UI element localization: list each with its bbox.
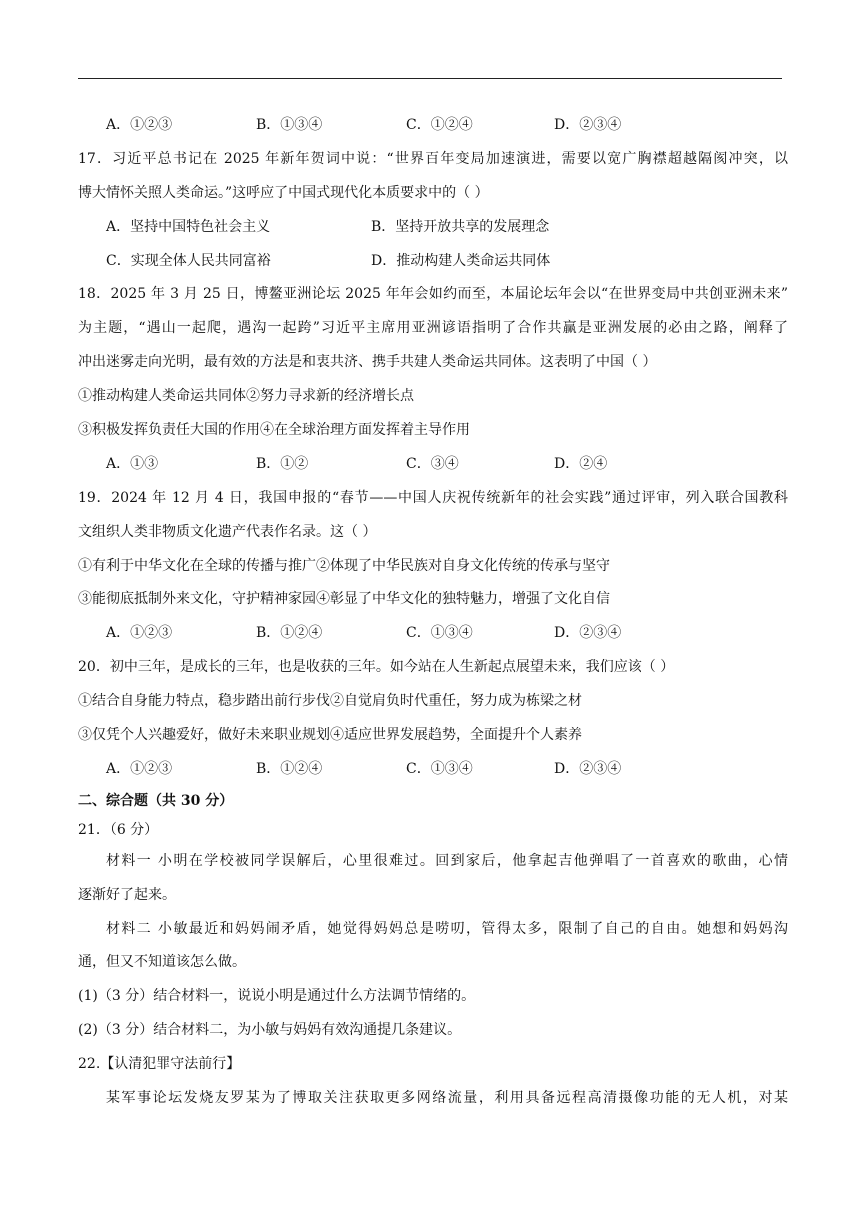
q19-statements-2: ③能彻底抵制外来文化，守护精神家园④彰显了中华文化的独特魅力，增强了文化自信 [78,591,610,608]
q18-option-d: D．②④ [554,455,608,472]
q21-material2-line2: 通，但又不知道该怎么做。 [78,954,246,971]
q19-options [78,617,788,651]
q19-option-b: B．①②④ [256,625,323,642]
q17-options-row2 [78,245,788,279]
q19-stem-line1: 19．2024 年 12 月 4 日，我国申报的“春节——中国人庆祝传统新年的社会实践”通过评审，列入联合国教科 [78,489,788,506]
q20-option-a: A．①②③ [106,760,173,777]
q17-stem-line2: 博大情怀关照人类命运。”这呼应了中国式现代化本质要求中的（ ） [78,184,489,201]
q20-option-d: D．②③④ [554,760,622,777]
q19-option-c: C．①③④ [406,625,473,642]
section-heading: 二、综合题（共 30 分） [78,792,234,809]
q21-subquestion-1: (1)（3 分）结合材料一，说说小明是通过什么方法调节情绪的。 [78,988,476,1005]
q18-option-b: B．①② [256,455,309,472]
q17-options-row1 [78,211,788,245]
q17-option-c: C．实现全体人民共同富裕 [106,252,271,269]
q19-statements-1: ①有利于中华文化在全球的传播与推广②体现了中华民族对自身文化传统的传承与坚守 [78,557,610,574]
page-content [78,109,788,1116]
q19-stem-line2: 文组织人类非物质文化遗产代表作名录。这（ ） [78,523,377,540]
q17-stem-line1: 17．习近平总书记在 2025 年新年贺词中说：“世界百年变局加速演进，需要以宽广胸襟超越隔阂冲突，以 [78,150,788,167]
q18-options [78,448,788,482]
q22-text-line1: 某军事论坛发烧友罗某为了博取关注获取更多网络流量，利用具备远程高清摄像功能的无人机，对某 [106,1090,788,1107]
q20-option-b: B．①②④ [256,760,323,777]
q17-option-a: A．坚持中国特色社会主义 [106,218,271,235]
q20-stem-line1: 20．初中三年，是成长的三年，也是收获的三年。如今站在人生新起点展望未来，我们应该（ ） [78,659,675,676]
header-rule [78,78,782,79]
q22-header: 22.【认清犯罪守法前行】 [78,1056,241,1073]
q21-header: 21．（6 分） [78,821,159,838]
q17-option-b: B．坚持开放共享的发展理念 [371,218,550,235]
q16-option-c: C．①②④ [406,117,473,133]
q21-subquestion-2: (2)（3 分）结合材料二，为小敏与妈妈有效沟通提几条建议。 [78,1022,462,1039]
q20-statements-1: ①结合自身能力特点，稳步踏出前行步伐②自觉肩负时代重任，努力成为栋梁之材 [78,693,582,710]
q19-option-a: A．①②③ [106,625,173,642]
q18-stem-line2: 为主题，“遇山一起爬，遇沟一起跨”习近平主席用亚洲谚语指明了合作共赢是亚洲发展的必由之路，阐释了 [78,320,788,337]
q21-material1-line1: 材料一 小明在学校被同学误解后，心里很难过。回到家后，他拿起吉他弹唱了一首喜欢的歌曲，心情 [106,852,788,869]
q18-stem-line1: 18．2025 年 3 月 25 日，博鳌亚洲论坛 2025 年年会如约而至，本届论坛年会以“在世界变局中共创亚洲未来” [78,286,788,303]
q16-option-b: B．①③④ [256,117,323,133]
q18-statements-1: ①推动构建人类命运共同体②努力寻求新的经济增长点 [78,388,414,405]
q16-option-a: A．①②③ [106,117,173,133]
q20-statements-2: ③仅凭个人兴趣爱好，做好未来职业规划④适应世界发展趋势，全面提升个人素养 [78,727,582,744]
q19-option-d: D．②③④ [554,625,622,642]
q18-statements-2: ③积极发挥负责任大国的作用④在全球治理方面发挥着主导作用 [78,422,470,439]
q20-options [78,753,788,787]
q21-material1-line2: 逐渐好了起来。 [78,886,176,903]
q17-option-d: D．推动构建人类命运共同体 [371,252,551,269]
q16-option-d: D．②③④ [554,117,622,133]
q20-option-c: C．①③④ [406,760,473,777]
q21-material2-line1: 材料二 小敏最近和妈妈闹矛盾，她觉得妈妈总是唠叨，管得太多，限制了自己的自由。她想和妈妈沟 [106,920,788,937]
q18-option-c: C．③④ [406,455,459,472]
q18-option-a: A．①③ [106,455,159,472]
q18-stem-line3: 冲出迷雾走向光明，最有效的方法是和衷共济、携手共建人类命运共同体。这表明了中国（ ） [78,354,657,371]
q16-options [78,109,788,143]
